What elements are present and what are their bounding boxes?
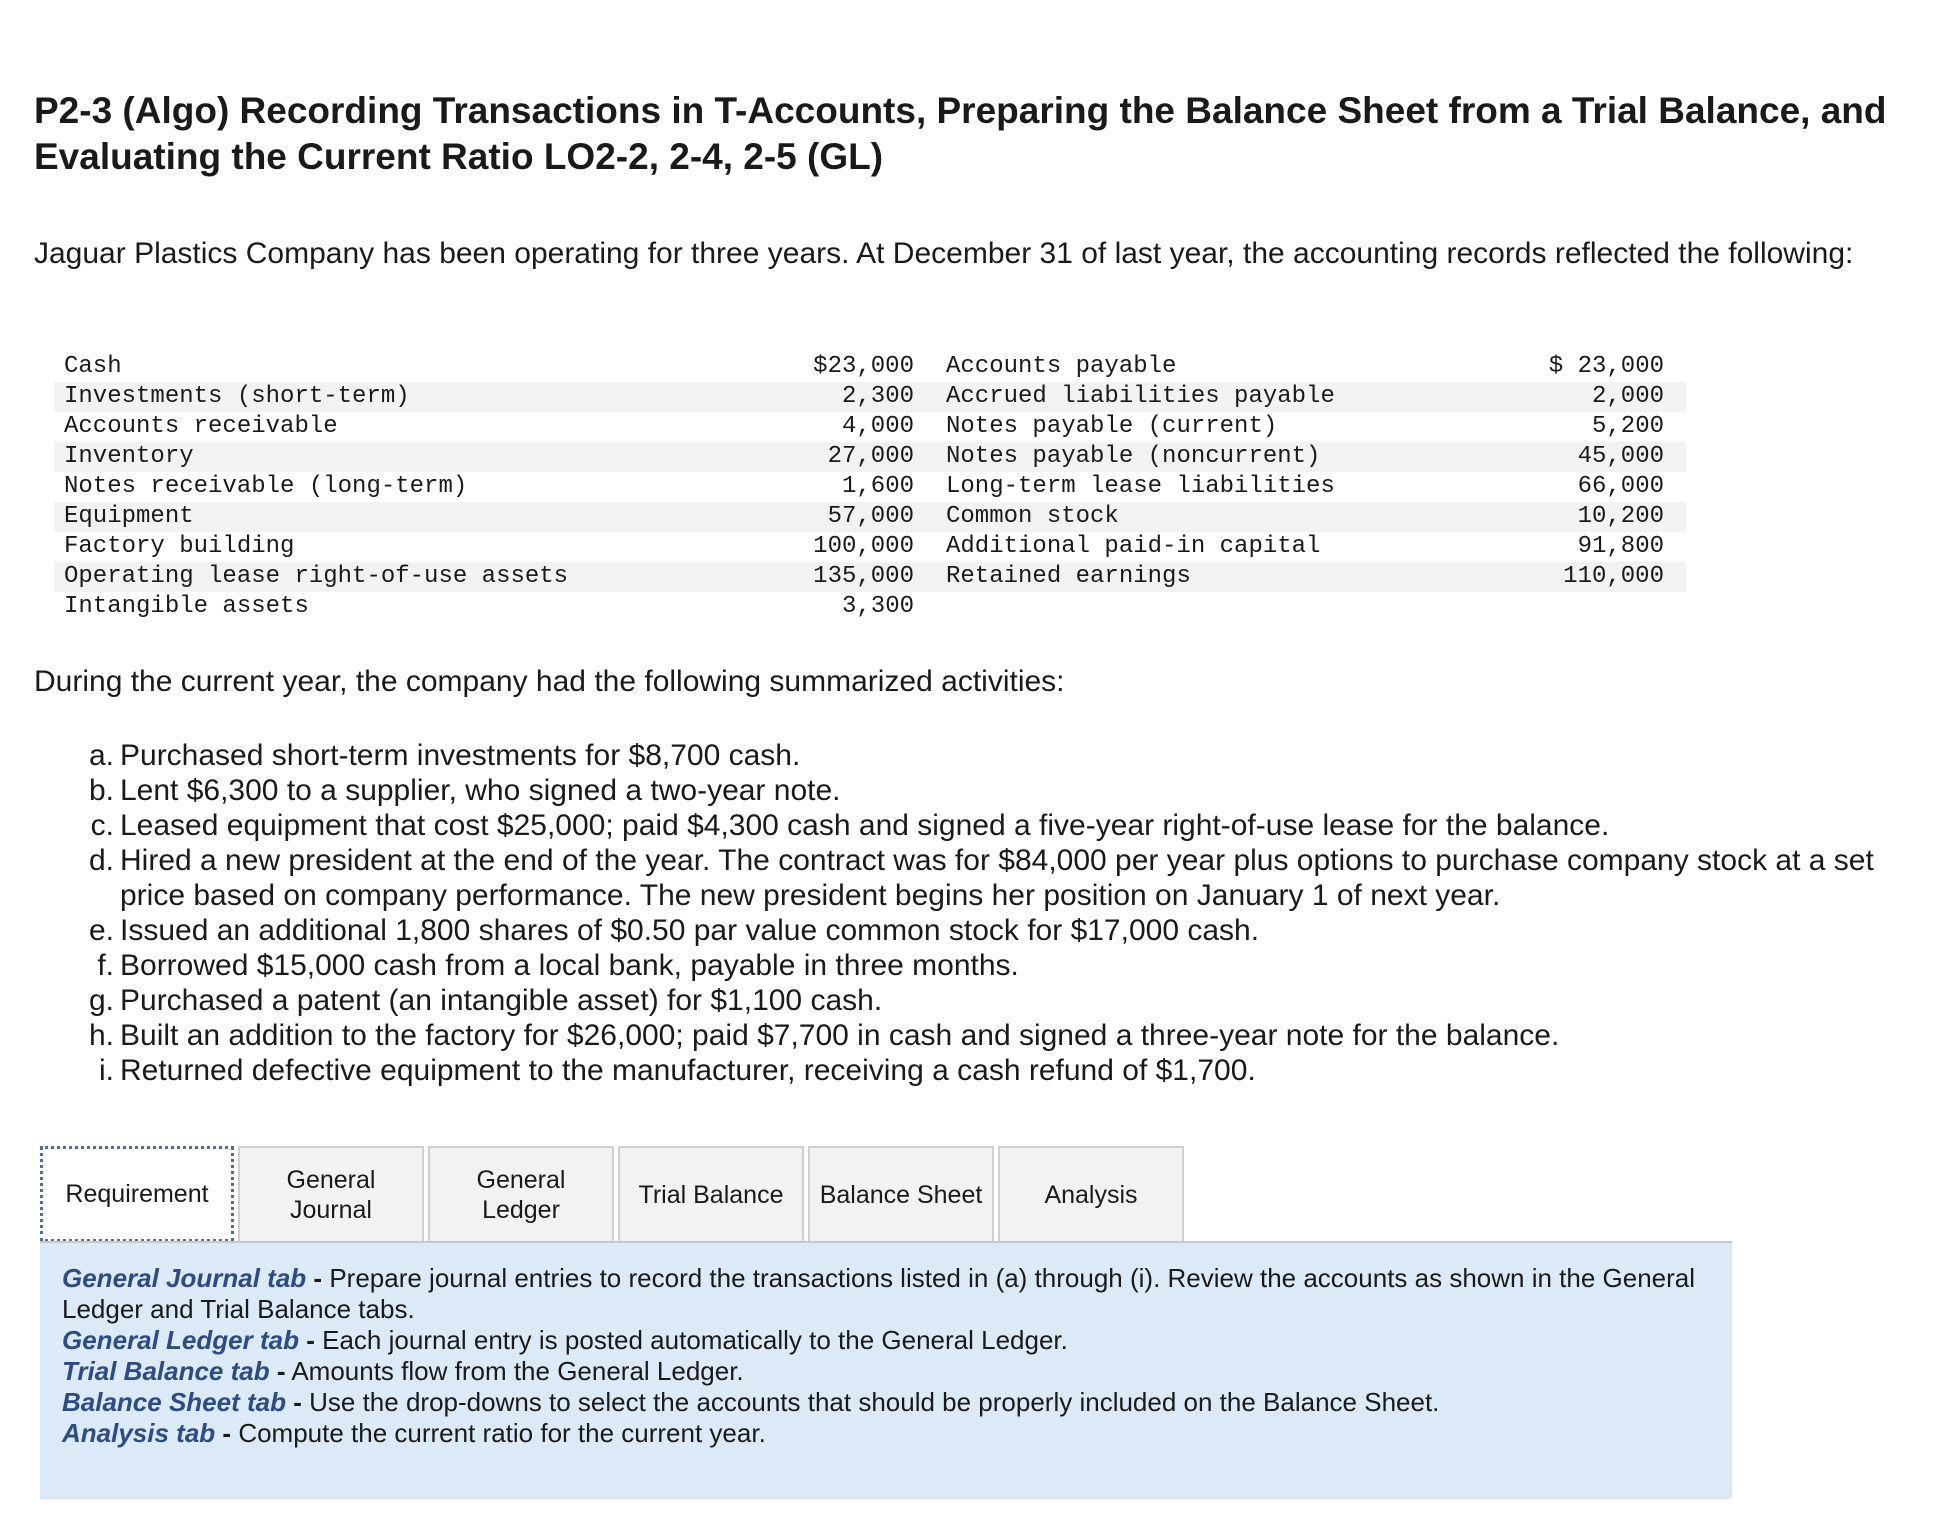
asset-account-name: Accounts receivable xyxy=(64,413,338,440)
activities-list xyxy=(80,738,1920,1088)
list-item xyxy=(80,1018,1920,1053)
liability-equity-account-name: Accounts payable xyxy=(946,353,1177,380)
asset-account-name: Investments (short-term) xyxy=(54,382,734,412)
tab-label: General Ledger xyxy=(476,1166,566,1224)
asset-amount: 27,000 xyxy=(734,442,914,472)
table-row xyxy=(54,562,1686,592)
table-row xyxy=(54,502,1686,532)
liability-equity-amount: 91,800 xyxy=(1577,533,1664,560)
table-row xyxy=(54,442,1686,472)
asset-amount: 100,000 xyxy=(813,533,914,560)
item-text: Built an addition to the factory for $26,000; paid $7,700 in cash and signed a three-year note for the balance. xyxy=(120,1019,1560,1052)
activities-intro: During the current year, the company had the following summarized activities: xyxy=(34,665,1065,698)
tab-analysis[interactable] xyxy=(998,1146,1184,1242)
liability-equity-amount xyxy=(1516,592,1686,622)
asset-account-name: Intangible assets xyxy=(64,593,309,620)
liability-equity-amount: 110,000 xyxy=(1516,562,1686,592)
tab-label: General Journal xyxy=(286,1166,376,1224)
liability-equity-account-name: Retained earnings xyxy=(914,562,1516,592)
item-text: Leased equipment that cost $25,000; paid $4,300 cash and signed a five-year right-of-use lease for the balance. xyxy=(120,809,1610,842)
liability-equity-account-name: Long-term lease liabilities xyxy=(946,473,1335,500)
requirement-item: Trial Balance tab - Amounts flow from the General Ledger. xyxy=(62,1356,744,1386)
asset-amount: 4,000 xyxy=(841,413,914,440)
item-text: Hired a new president at the end of the year. The contract was for $84,000 per year plus options to purchase company stock at a set price based on company performance. The new president begins her position on January 1 of next year. xyxy=(120,844,1874,912)
requirement-item: General Ledger tab - Each journal entry is posted automatically to the General Ledger. xyxy=(62,1325,1068,1355)
item-text: Issued an additional 1,800 shares of $0.50 par value common stock for $17,000 cash. xyxy=(120,914,1260,947)
item-letter: d. xyxy=(88,844,114,877)
item-text: Purchased a patent (an intangible asset) for $1,100 cash. xyxy=(120,984,883,1017)
asset-account-name: Equipment xyxy=(54,502,734,532)
asset-account-name: Factory building xyxy=(64,533,295,560)
asset-amount: 135,000 xyxy=(734,562,914,592)
requirement-tab-name: General Journal tab xyxy=(62,1263,307,1293)
tab-label: Trial Balance xyxy=(638,1181,784,1209)
asset-account-name: Cash xyxy=(64,353,122,380)
requirement-tab-name: Trial Balance tab xyxy=(62,1356,270,1386)
liability-equity-account-name: Accrued liabilities payable xyxy=(914,382,1516,412)
asset-amount: 57,000 xyxy=(734,502,914,532)
item-text: Purchased short-term investments for $8,700 cash. xyxy=(120,739,801,772)
item-letter: f. xyxy=(97,949,114,982)
tab-requirement[interactable] xyxy=(40,1146,234,1242)
liability-equity-account-name: Additional paid-in capital xyxy=(946,533,1321,560)
liability-equity-amount: $ 23,000 xyxy=(1548,353,1664,380)
list-item xyxy=(80,1053,1920,1088)
item-letter: e. xyxy=(88,914,114,947)
requirement-text: Use the drop-downs to select the accounts that should be properly included on the Balance Sheet. xyxy=(309,1387,1440,1417)
liability-equity-amount: 2,000 xyxy=(1516,382,1686,412)
item-letter: g. xyxy=(88,984,114,1017)
tab-bar xyxy=(40,1146,1188,1242)
liability-equity-account-name: Notes payable (current) xyxy=(946,413,1278,440)
problem-title: P2-3 (Algo) Recording Transactions in T-Accounts, Preparing the Balance Sheet from a Trial Balance, and Evaluating the Current Ratio LO2-2, 2-4, 2-5 (GL) xyxy=(34,90,1887,177)
requirement-text: Each journal entry is posted automatically to the General Ledger. xyxy=(322,1325,1068,1355)
list-item xyxy=(80,738,1920,773)
requirement-text: Prepare journal entries to record the transactions listed in (a) through (i). Review the accounts as shown in the General Ledger and Trial Balance tabs. xyxy=(62,1263,1696,1324)
liability-equity-account-name: Common stock xyxy=(914,502,1516,532)
list-item xyxy=(80,948,1920,983)
table-row xyxy=(54,472,1686,502)
tab-label: Analysis xyxy=(1044,1181,1138,1209)
table-row xyxy=(54,412,1686,442)
table-row xyxy=(54,352,1686,382)
asset-amount: $23,000 xyxy=(813,353,914,380)
table-row xyxy=(54,532,1686,562)
requirement-text: Amounts flow from the General Ledger. xyxy=(291,1356,744,1386)
liability-equity-amount: 45,000 xyxy=(1516,442,1686,472)
requirement-tab-name: Analysis tab xyxy=(62,1418,216,1448)
item-text: Returned defective equipment to the manufacturer, receiving a cash refund of $1,700. xyxy=(120,1054,1256,1087)
asset-account-name: Notes receivable (long-term) xyxy=(64,473,468,500)
tab-label: Requirement xyxy=(65,1180,209,1208)
tab-balance-sheet[interactable] xyxy=(808,1146,994,1242)
liability-equity-amount: 66,000 xyxy=(1577,473,1664,500)
list-item xyxy=(80,983,1920,1018)
liability-equity-amount: 10,200 xyxy=(1516,502,1686,532)
asset-account-name: Operating lease right-of-use assets xyxy=(54,562,734,592)
item-text: Lent $6,300 to a supplier, who signed a two-year note. xyxy=(120,774,841,807)
list-item xyxy=(80,843,1920,913)
table-row xyxy=(54,592,1686,622)
list-item xyxy=(80,773,1920,808)
liability-equity-amount: 5,200 xyxy=(1591,413,1664,440)
tab-trial-balance[interactable] xyxy=(618,1146,804,1242)
liability-equity-account-name: Notes payable (noncurrent) xyxy=(914,442,1516,472)
item-letter: h. xyxy=(88,1019,114,1052)
asset-amount: 1,600 xyxy=(841,473,914,500)
item-text: Borrowed $15,000 cash from a local bank, payable in three months. xyxy=(120,949,1019,982)
item-letter: a. xyxy=(88,739,114,772)
account-balances-table xyxy=(54,352,1686,622)
item-letter: c. xyxy=(90,809,114,842)
item-letter: i. xyxy=(99,1054,114,1087)
list-item xyxy=(80,808,1920,843)
tab-label: Balance Sheet xyxy=(819,1181,983,1209)
requirement-item: Analysis tab - Compute the current ratio for the current year. xyxy=(62,1418,766,1448)
tab-general-journal[interactable] xyxy=(238,1146,424,1242)
asset-account-name: Inventory xyxy=(54,442,734,472)
tab-general-ledger[interactable] xyxy=(428,1146,614,1242)
list-item xyxy=(80,913,1920,948)
requirement-panel xyxy=(40,1243,1732,1499)
asset-amount: 3,300 xyxy=(841,593,914,620)
table-row xyxy=(54,382,1686,412)
requirement-item: General Journal tab - Prepare journal entries to record the transactions listed in (a) through (i). Review the accounts as shown in the General Ledger and Trial Balance tabs. xyxy=(62,1263,1696,1324)
liability-equity-account-name xyxy=(914,592,1516,622)
item-letter: b. xyxy=(88,774,114,807)
requirement-tab-name: Balance Sheet tab xyxy=(62,1387,286,1417)
asset-amount: 2,300 xyxy=(734,382,914,412)
requirement-text: Compute the current ratio for the current year. xyxy=(238,1418,766,1448)
intro-text: Jaguar Plastics Company has been operating for three years. At December 31 of last year, the accounting records reflected the following: xyxy=(34,237,1854,270)
requirement-tab-name: General Ledger tab xyxy=(62,1325,299,1355)
requirement-item: Balance Sheet tab - Use the drop-downs to select the accounts that should be properly included on the Balance Sheet. xyxy=(62,1387,1440,1417)
